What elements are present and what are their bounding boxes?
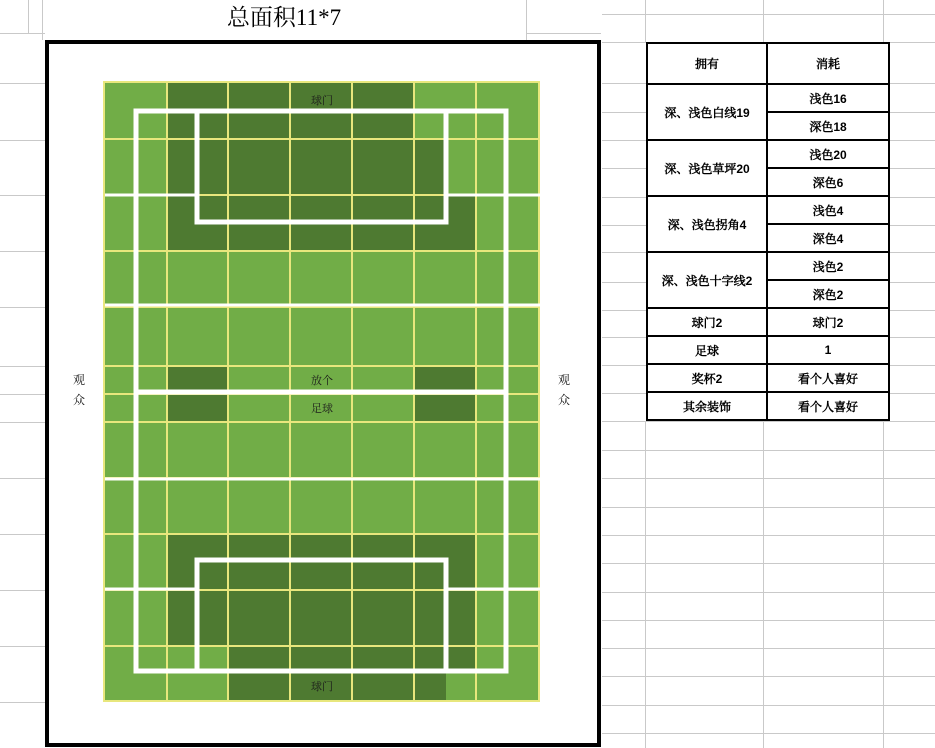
owned-cell[interactable]: 奖杯2	[647, 364, 767, 392]
table-row	[647, 364, 889, 392]
table-row	[647, 392, 889, 420]
table-header-row	[647, 43, 889, 84]
owned-cell[interactable]: 深、浅色白线19	[647, 84, 767, 140]
table-row	[647, 308, 889, 336]
owned-cell[interactable]: 深、浅色拐角4	[647, 196, 767, 252]
drawing-frame	[45, 40, 601, 747]
table-row	[647, 140, 889, 168]
pitch-label-goal-top: 球门	[311, 95, 333, 107]
owned-cell[interactable]: 其余装饰	[647, 392, 767, 420]
consumed-cell[interactable]: 看个人喜好	[767, 392, 889, 420]
owned-cell[interactable]: 球门2	[647, 308, 767, 336]
table-header-cell[interactable]: 拥有	[647, 43, 767, 84]
spectators-label-left: 观众	[72, 373, 85, 407]
consumed-cell[interactable]: 深色2	[767, 280, 889, 308]
owned-cell[interactable]: 足球	[647, 336, 767, 364]
pitch-label-goal-bottom: 球门	[311, 681, 333, 693]
owned-cell[interactable]: 深、浅色十字线2	[647, 252, 767, 308]
consumed-cell[interactable]: 看个人喜好	[767, 364, 889, 392]
table-row	[647, 196, 889, 224]
page-title: 总面积11*7	[226, 5, 342, 30]
consumed-cell[interactable]: 深色6	[767, 168, 889, 196]
consumed-cell[interactable]: 深色4	[767, 224, 889, 252]
consumed-cell[interactable]: 浅色20	[767, 140, 889, 168]
table-header-cell[interactable]: 消耗	[767, 43, 889, 84]
consumed-cell[interactable]: 浅色4	[767, 196, 889, 224]
table-row	[647, 84, 889, 112]
consumed-cell[interactable]: 深色18	[767, 112, 889, 140]
table-row	[647, 252, 889, 280]
resource-table	[646, 42, 890, 421]
consumed-cell[interactable]: 浅色2	[767, 252, 889, 280]
spectators-label-right: 观众	[557, 373, 570, 407]
consumed-cell[interactable]: 球门2	[767, 308, 889, 336]
consumed-cell[interactable]: 浅色16	[767, 84, 889, 112]
table-row	[647, 336, 889, 364]
pitch-label-center-line1: 放个	[311, 375, 333, 387]
owned-cell[interactable]: 深、浅色草坪20	[647, 140, 767, 196]
consumed-cell[interactable]: 1	[767, 336, 889, 364]
pitch-label-center-line2: 足球	[311, 403, 333, 415]
